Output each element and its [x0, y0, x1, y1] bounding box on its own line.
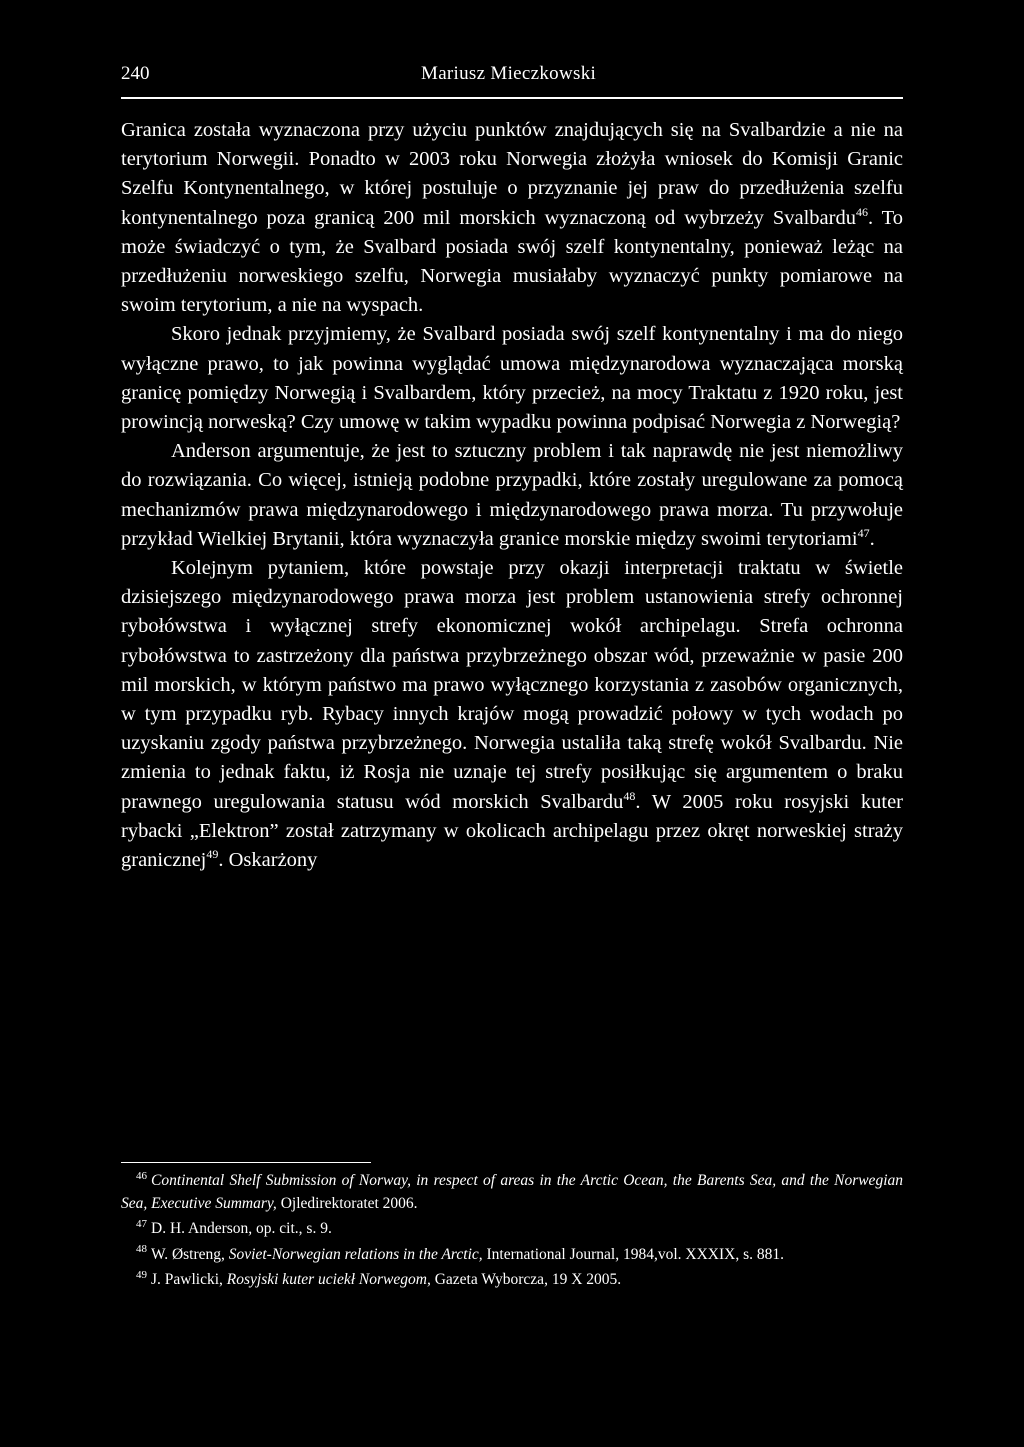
running-head-author: Mariusz Mieczkowski	[421, 63, 597, 84]
footnote-separator	[121, 1162, 371, 1163]
footnote-48: $^{48}$ W. Østreng, Soviet-Norwegian relations in the Arctic, International Journal, 1984,vol. XXXIX, s. 881.	[136, 1243, 784, 1263]
footnote-47: $^{47}$ D. H. Anderson, op. cit., s. 9.	[136, 1217, 332, 1237]
header-rule	[121, 97, 903, 99]
footnote-ref-47[interactable]: 47	[857, 526, 870, 541]
footnote-ref-46[interactable]: 46	[855, 204, 868, 219]
paragraph-4: Kolejnym pytaniem, które powstaje przy okazji interpretacji traktatu w świetle dzisiejszego międzynarodowego prawa morza jest problem ustanowienia strefy ochronnej rybołówstwa i wyłącznej strefy ekonomicznej wokół archipelagu. Strefa ochronna rybołówstwa to zastrzeżony dla państwa przybrzeżnego obszar wód, przeważnie w pasie 200 mil morskich, w którym państwo ma prawo wyłącznego korzystania z zasobów organicznych, w tym przypadku ryb. Rybacy innych krajów mogą prowadzić połowy w tych wodach po uzyskaniu zgody państwa przybrzeżnego. Norwegia ustaliła taką strefę wokół Svalbardu. Nie zmienia to jednak faktu, iż Rosja nie uznaje tej strefy posiłkując się argumentem o braku prawnego uregulowania statusu wód morskich Svalbardu$^{48}$. W 2005 roku rosyjski kuter rybacki „Elektron” został zatrzymany w okolicach archipelagu przez okręt norweskiej straży granicznej$^{49}$. Oskarżony	[121, 557, 903, 872]
footnote-ref-49[interactable]: 49	[206, 847, 219, 862]
main-text	[121, 116, 903, 875]
footnote-49: $^{49}$ J. Pawlicki, Rosyjski kuter uciekł Norwegom, Gazeta Wyborcza, 19 X 2005.	[136, 1268, 622, 1288]
page-number: 240	[121, 63, 150, 84]
paragraph-2: Skoro jednak przyjmiemy, że Svalbard posiada swój szelf kontynentalny i ma do niego wyłączne prawo, to jak powinna wyglądać umowa międzynarodowa wyznaczająca morską granicę pomiędzy Norwegią i Svalbardem, który przecież, na mocy Traktatu z 1920 roku, jest prowincją norweską? Czy umowę w takim wypadku powinna podpisać Norwegia z Norwegią?	[121, 323, 903, 434]
footnote-46: $^{46}$ Continental Shelf Submission of Norway, in respect of areas in the Arctic Ocean, the Barents Sea, and the Norwegian Sea, Executive Summary, Ojledirektoratet 2006.	[121, 1169, 903, 1212]
footnote-ref-48[interactable]: 48	[623, 788, 636, 803]
paragraph-1: Granica została wyznaczona przy użyciu punktów znajdujących się na Svalbardzie a nie na terytorium Norwegii. Ponadto w 2003 roku Norwegia złożyła wniosek do Komisji Granic Szelfu Kontynentalnego, w której postuluje o przyznanie jej praw do przedłużenia szelfu kontynentalnego poza granicą 200 mil morskich wyznaczoną od wybrzeży Svalbardu$^{46}$. To może świadczyć o tym, że Svalbard posiada swój szelf kontynentalny, ponieważ leżąc na przedłużeniu norweskiego szelfu, Norwegia musiałaby wyznaczyć punkty pomiarowe na swoim terytorium, a nie na wyspach.	[121, 119, 903, 317]
footnotes	[121, 1170, 903, 1295]
paragraph-3: Anderson argumentuje, że jest to sztuczny problem i tak naprawdę nie jest niemożliwy do rozwiązania. Co więcej, istnieją podobne przypadki, które zostały uregulowane za pomocą mechanizmów prawa międzynarodowego i międzynarodowego prawa morza. Tu przywołuje przykład Wielkiej Brytanii, która wyznaczyła granice morskie między swoimi terytoriami$^{47}$.	[121, 440, 903, 550]
